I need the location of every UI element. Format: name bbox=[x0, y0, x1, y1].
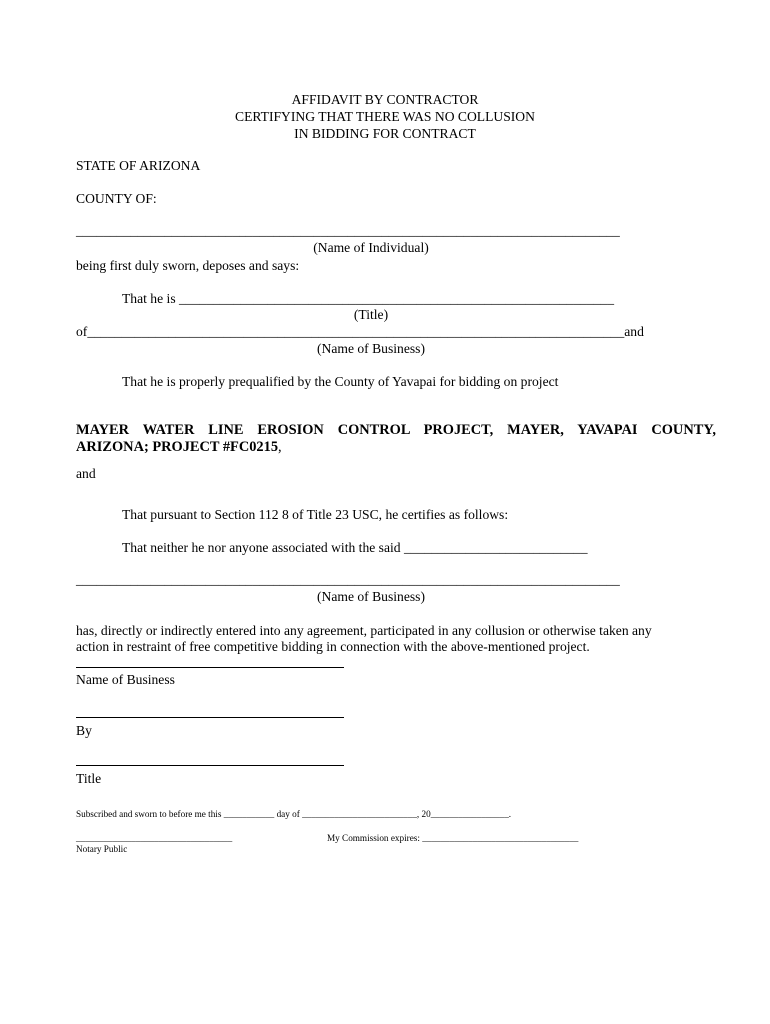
state-label: STATE OF ARIZONA bbox=[76, 158, 201, 173]
project-title-line-2 bbox=[76, 439, 282, 456]
title-field[interactable]: That he is ________________________________________________________________ bbox=[122, 291, 615, 306]
business-name-caption-2: (Name of Business) bbox=[317, 589, 425, 604]
heading-line-3: IN BIDDING FOR CONTRACT bbox=[294, 126, 476, 141]
pursuant-statement: That pursuant to Section 112 8 of Title 23 USC, he certifies as follows: bbox=[122, 507, 509, 522]
project-suffix: , bbox=[278, 439, 282, 455]
notary-signature-line[interactable]: __________________________________ bbox=[76, 833, 233, 843]
and-text: and bbox=[76, 466, 96, 481]
title-signature-line[interactable] bbox=[76, 765, 344, 766]
prequalified-statement: That he is properly prequalified by the County of Yavapai for bidding on project bbox=[122, 374, 559, 389]
heading-line-1: AFFIDAVIT BY CONTRACTOR bbox=[291, 92, 479, 107]
commission-expires-field[interactable]: My Commission expires: __________________________________ bbox=[327, 833, 579, 843]
individual-name-field[interactable]: ________________________________________________________________________________ bbox=[76, 223, 620, 238]
by-signature-line[interactable] bbox=[76, 717, 344, 718]
heading-line-2: CERTIFYING THAT THERE WAS NO COLLUSION bbox=[235, 109, 535, 124]
project-id: ARIZONA; PROJECT #FC0215 bbox=[76, 439, 279, 455]
title-caption: (Title) bbox=[353, 307, 389, 322]
collusion-statement-line-2: action in restraint of free competitive bidding in connection with the above-mentioned project. bbox=[76, 639, 590, 654]
subscribed-sworn-statement[interactable]: Subscribed and sworn to before me this ___________ day of _________________________, 20_________________. bbox=[76, 809, 512, 819]
neither-statement[interactable]: That neither he nor anyone associated with the said ___________________________ bbox=[122, 540, 588, 555]
business-name-field-2[interactable]: ________________________________________________________________________________ bbox=[76, 572, 620, 587]
notary-public-label: Notary Public bbox=[76, 844, 128, 854]
business-signature-line[interactable] bbox=[76, 667, 344, 668]
sworn-statement: being first duly sworn, deposes and says: bbox=[76, 258, 300, 273]
collusion-statement-line-1: has, directly or indirectly entered into any agreement, participated in any collusion or otherwise taken any bbox=[76, 623, 652, 638]
by-label: By bbox=[76, 723, 92, 738]
project-title-line-1: MAYER WATER LINE EROSION CONTROL PROJECT, MAYER, YAVAPAI COUNTY, bbox=[76, 422, 716, 438]
business-name-caption: (Name of Business) bbox=[317, 341, 425, 356]
name-of-business-label: Name of Business bbox=[76, 672, 175, 687]
business-name-field[interactable]: of_______________________________________________________________________________and bbox=[76, 324, 644, 339]
title-label: Title bbox=[76, 771, 102, 786]
individual-name-caption: (Name of Individual) bbox=[313, 240, 429, 255]
county-label: COUNTY OF: bbox=[76, 191, 157, 206]
